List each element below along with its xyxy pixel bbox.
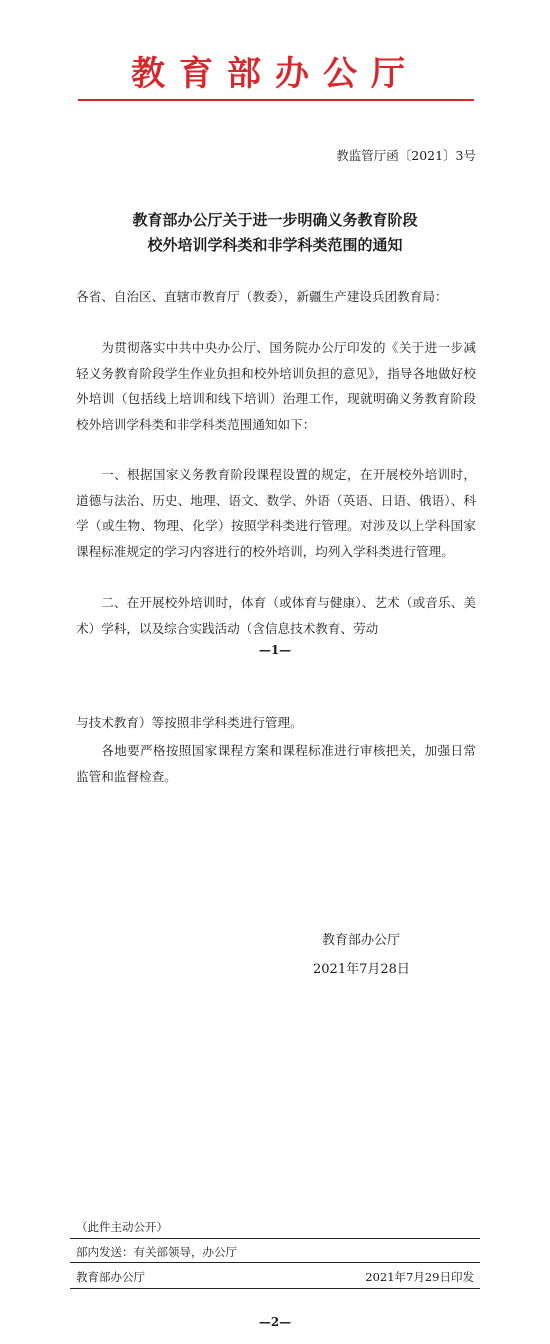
page-2	[0, 672, 550, 1344]
public-release-note: （此件主动公开）	[76, 1220, 168, 1234]
notice-title	[0, 208, 550, 258]
print-date: 2021年7月29日印发	[365, 1270, 474, 1284]
document-number: 教监管厅函〔2021〕3号	[336, 148, 476, 163]
footer-rule-middle	[70, 1262, 480, 1263]
paragraph-continued: 与技术教育）等按照非学科类进行管理。	[76, 715, 303, 730]
page-number: —2—	[258, 1315, 292, 1329]
paragraph-purpose: 为贯彻落实中共中央办公厅、国务院办公厅印发的《关于进一步减轻义务教育阶段学生作业负担和校外培训负担的意见》，指导各地做好校外培训（包括线上培训和线下培训）治理工作，现就明确义务教育阶段校外培训学科类和非学科类范围通知如下：	[76, 340, 476, 432]
notice-title-line-1: 教育部办公厅关于进一步明确义务教育阶段	[132, 211, 418, 229]
addressee: 各省、自治区、直辖市教育厅（教委），新疆生产建设兵团教育局：	[76, 289, 448, 304]
paragraph-non-subject-category: 二、在开展校外培训时，体育（或体育与健康）、艺术（或音乐、美术）学科，以及综合实践活动（含信息技术教育、劳动	[76, 595, 476, 636]
signature-date: 2021年7月28日	[313, 962, 410, 977]
notice-title-line-2: 校外培训学科类和非学科类范围的通知	[147, 236, 403, 254]
page-number: —1—	[258, 643, 292, 657]
paragraph-subject-category: 一、根据国家义务教育阶段课程设置的规定，在开展校外培训时，道德与法治、历史、地理、语文、数学、外语（英语、日语、俄语）、科学（或生物、物理、化学）按照学科类进行管理。对涉及以上学科国家课程标准规定的学习内容进行的校外培训，均列入学科类进行管理。	[76, 467, 476, 559]
footer-rule-bottom	[70, 1288, 480, 1289]
paragraph-supervision: 各地要严格按照国家课程方案和课程标准进行审核把关，加强日常监管和监督检查。	[76, 743, 476, 784]
header-red-rule	[78, 99, 474, 101]
footer-rule-top	[70, 1238, 480, 1239]
signature-organization: 教育部办公厅	[322, 933, 401, 948]
distribution-note: 部内发送：有关部领导，办公厅	[76, 1245, 237, 1259]
document-header-title: 教育部办公厅	[131, 54, 419, 94]
issuing-office: 教育部办公厅	[76, 1270, 145, 1284]
